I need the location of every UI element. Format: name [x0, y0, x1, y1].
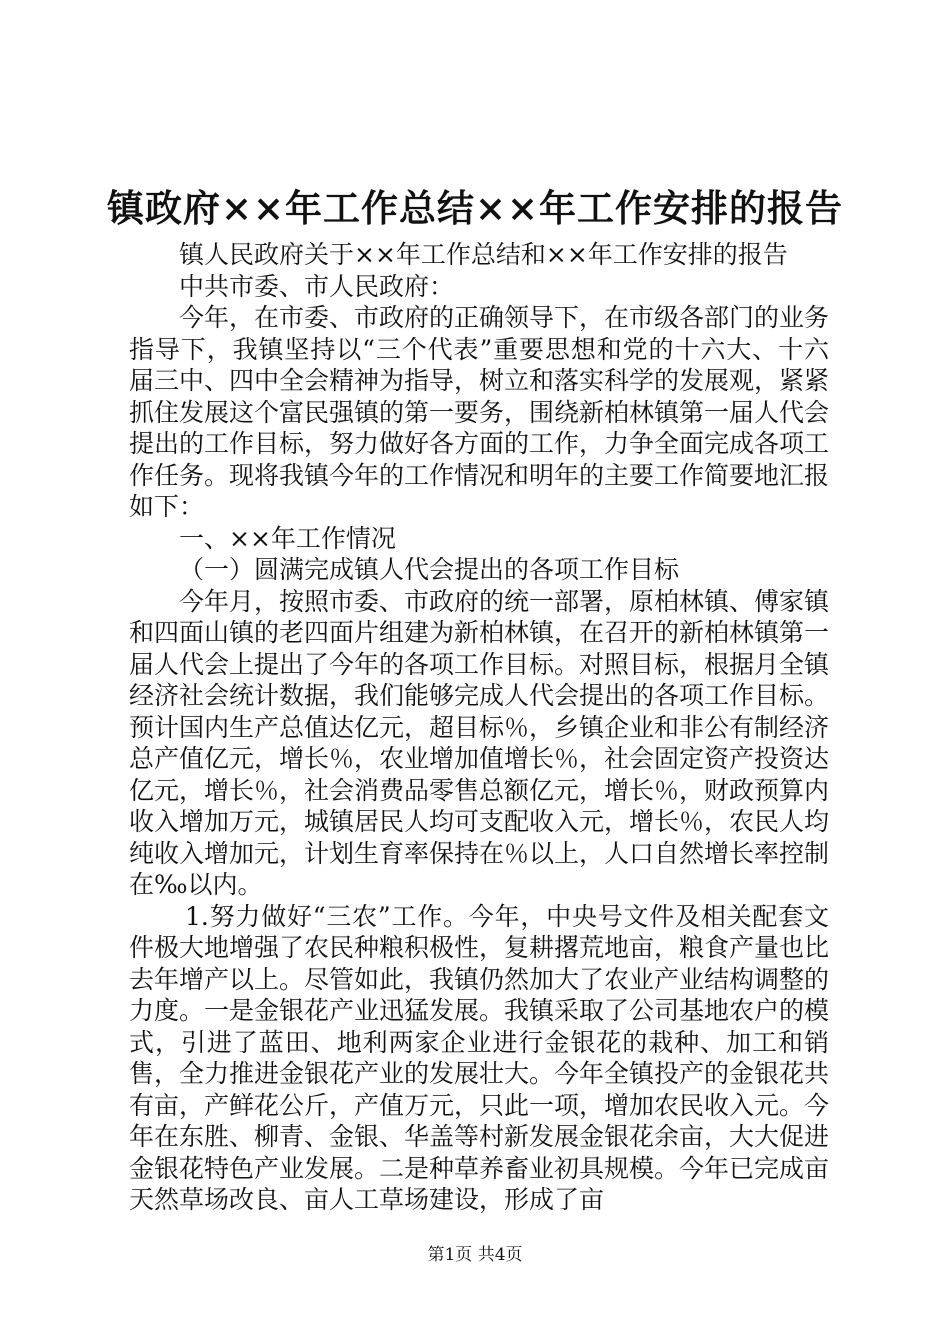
subsection-heading: （一）圆满完成镇人代会提出的各项工作目标 [179, 555, 680, 584]
document-title: 镇政府××年工作总结××年工作安排的报告 [106, 186, 843, 230]
salutation-paragraph: 中共市委、市人民政府： [179, 271, 455, 301]
agriculture-paragraph: 1.努力做好“三农”工作。今年，中央号文件及相关配套文件极大地增强了农民种粮积极性，复耕撂荒地亩，粮食产量也比去年增产以上。尽管如此，我镇仍然加大了农业产业结构调整的力度。一是金银花产业迅猛发展。我镇采取了公司基地农户的模式，引进了蓝田、地利两家企业进行金银花的栽种、加工和销售，全力推进金银花产业的发展壮大。今年全镇投产的金银花共有亩，产鲜花公斤，产值万元，只此一项，增加农民收入元。今年在东胜、柳青、金银、华盖等村新发展金银花余亩，大大促进金银花特色产业发展。二是种草养畜业初具规模。今年已完成亩天然草场改良、亩人工草场建设，形成了亩 [129, 901, 830, 1214]
intro-paragraph: 今年，在市委、市政府的正确领导下，在市级各部门的业务指导下，我镇坚持以“三个代表”重要思想和党的十六大、十六届三中、四中全会精神为指导，树立和落实科学的发展观，紧紧抓住发展这个富民强镇的第一要务，围绕新柏林镇第一届人代会提出的工作目标，努力做好各方面的工作，力争全面完成各项工作任务。现将我镇今年的工作情况和明年的主要工作简要地汇报如下： [129, 303, 830, 521]
section-heading: 一、××年工作情况 [179, 523, 396, 553]
page-number-footer: 第1页 共4页 [427, 1245, 523, 1265]
targets-paragraph: 今年月，按照市委、市政府的统一部署，原柏林镇、傅家镇和四面山镇的老四面片组建为新柏林镇，在召开的新柏林镇第一届人代会上提出了今年的各项工作目标。对照目标，根据月全镇经济社会统计数据，我们能够完成人代会提出的各项工作目标。预计国内生产总值达亿元，超目标％，乡镇企业和非公有制经济总产值亿元，增长％，农业增加值增长％，社会固定资产投资达亿元，增长％，社会消费品零售总额亿元，增长％，财政预算内收入增加万元，城镇居民人均可支配收入元，增长％，农民人均纯收入增加元，计划生育率保持在％以上，人口自然增长率控制在‰以内。 [129, 586, 830, 899]
document-body [129, 239, 829, 1216]
report-heading-paragraph: 镇人民政府关于××年工作总结和××年工作安排的报告 [179, 240, 788, 269]
